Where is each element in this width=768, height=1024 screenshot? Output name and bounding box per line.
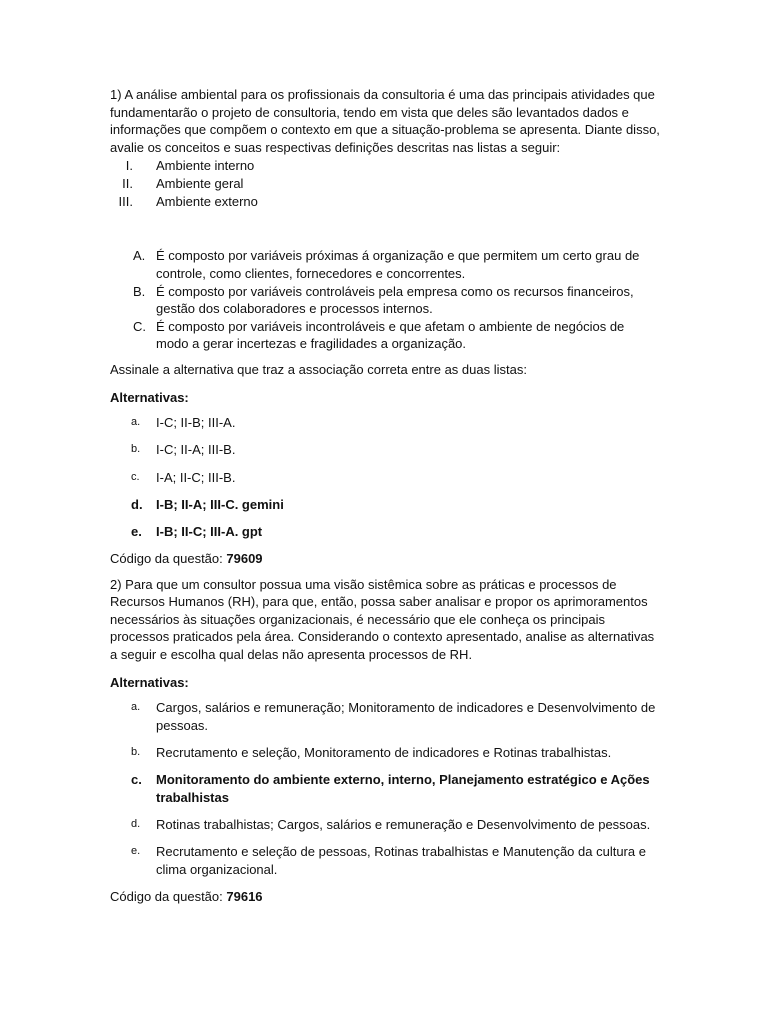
q1-instruction: Assinale a alternativa que traz a associação correta entre as duas listas: — [110, 361, 527, 377]
code-label: Código da questão: — [110, 888, 223, 904]
list-item — [110, 283, 660, 318]
alternative-text: Recrutamento e seleção de pessoas, Rotinas trabalhistas e Manutenção da cultura e clima organizacional. — [156, 844, 646, 877]
list-text: É composto por variáveis próximas á organização e que permitem um certo grau de controle, como clientes, fornecedores e concorrentes. — [156, 248, 640, 281]
alternative-b[interactable] — [110, 441, 660, 459]
q1-alternatives-title: Alternativas: — [110, 389, 189, 405]
list-number: II. — [122, 176, 133, 192]
alternative-text: Cargos, salários e remuneração; Monitoramento de indicadores e Desenvolvimento de pessoas. — [156, 700, 656, 733]
alternative-e[interactable] — [110, 843, 660, 878]
alternative-letter: b. — [131, 443, 141, 456]
list-number: III. — [118, 194, 133, 210]
list-text: É composto por variáveis controláveis pela empresa como os recursos financeiros, gestão dos colaboradores e processos internos. — [156, 283, 634, 317]
alternative-text: I-C; II-B; III-A. — [156, 415, 236, 431]
alternative-text: I-B; II-A; III-C. gemini — [156, 496, 284, 512]
alternative-a[interactable] — [110, 414, 660, 432]
list-item — [110, 318, 660, 353]
list-item — [110, 157, 660, 175]
alternative-e[interactable] — [110, 523, 660, 541]
alternative-letter: b. — [131, 746, 141, 758]
alternative-text: I-C; II-A; III-B. — [156, 442, 236, 458]
list-item — [110, 193, 660, 211]
alternative-letter: c. — [131, 470, 140, 483]
alternative-text: I-A; II-C; III-B. — [156, 469, 236, 485]
alternative-c[interactable] — [110, 469, 660, 487]
alternative-letter: a. — [131, 416, 141, 429]
alternative-letter: c. — [131, 772, 142, 788]
alternative-a[interactable] — [110, 699, 660, 734]
list-text: Ambiente externo — [156, 194, 258, 210]
alternative-letter: e. — [131, 845, 141, 858]
alternative-text: Recrutamento e seleção, Monitoramento de indicadores e Rotinas trabalhistas. — [156, 745, 612, 760]
alternative-text: Monitoramento do ambiente externo, interno, Planejamento estratégico e Ações trabalhistas — [156, 772, 650, 805]
list-text: Ambiente interno — [156, 158, 255, 174]
q2-alternatives — [110, 699, 660, 878]
document-page — [110, 86, 660, 906]
alternative-letter: d. — [131, 496, 143, 512]
q1-intro: 1) A análise ambiental para os profissionais da consultoria é uma das principais atividades que fundamentarão o projeto de consultoria, tendo em vista que deles são levantados dados e informações que compõem o contexto em que a situação-problema se apresenta. Diante disso, avalie os conceitos e suas respectivas definições descritas nas listas a seguir: — [110, 87, 660, 155]
list-text: Ambiente geral — [156, 176, 244, 192]
code-value: 79616 — [226, 888, 263, 904]
list-number: I. — [125, 158, 133, 174]
alternative-c[interactable] — [110, 771, 660, 806]
alternative-b[interactable] — [110, 744, 660, 762]
alternative-letter: e. — [131, 523, 142, 539]
q2-intro: 2) Para que um consultor possua uma visão sistêmica sobre as práticas e processos de Recursos Humanos (RH), para que, então, possa saber analisar e propor os aprimoramentos necessários às situações organizacionais, é necessário que ele conheça os principais processos praticados pela área. Considerando o contexto apresentado, analise as alternativas a seguir e escolha qual delas não apresenta processos de RH. — [110, 576, 655, 663]
alternative-letter: d. — [131, 817, 141, 830]
q2-code-line — [110, 888, 660, 906]
alternative-text: Rotinas trabalhistas; Cargos, salários e remuneração e Desenvolvimento de pessoas. — [156, 816, 651, 832]
list-item — [110, 247, 660, 282]
code-label: Código da questão: — [110, 551, 223, 567]
q1-alternatives — [110, 414, 660, 540]
alternative-text: I-B; II-C; III-A. gpt — [156, 523, 263, 539]
alternative-d[interactable] — [110, 816, 660, 834]
alternative-d[interactable] — [110, 496, 660, 514]
list-letter: B. — [133, 283, 146, 299]
alternative-letter: a. — [131, 701, 141, 714]
list-letter: A. — [133, 248, 146, 264]
q1-roman-list — [110, 157, 660, 211]
list-item — [110, 175, 660, 193]
q1-letter-list — [110, 247, 660, 353]
q1-code-line — [110, 550, 660, 568]
q2-alternatives-title: Alternativas: — [110, 674, 189, 690]
list-text: É composto por variáveis incontroláveis e que afetam o ambiente de negócios de modo a gerar incertezas e fragilidades a organização. — [156, 318, 625, 352]
code-value: 79609 — [226, 551, 263, 567]
list-letter: C. — [133, 318, 146, 334]
